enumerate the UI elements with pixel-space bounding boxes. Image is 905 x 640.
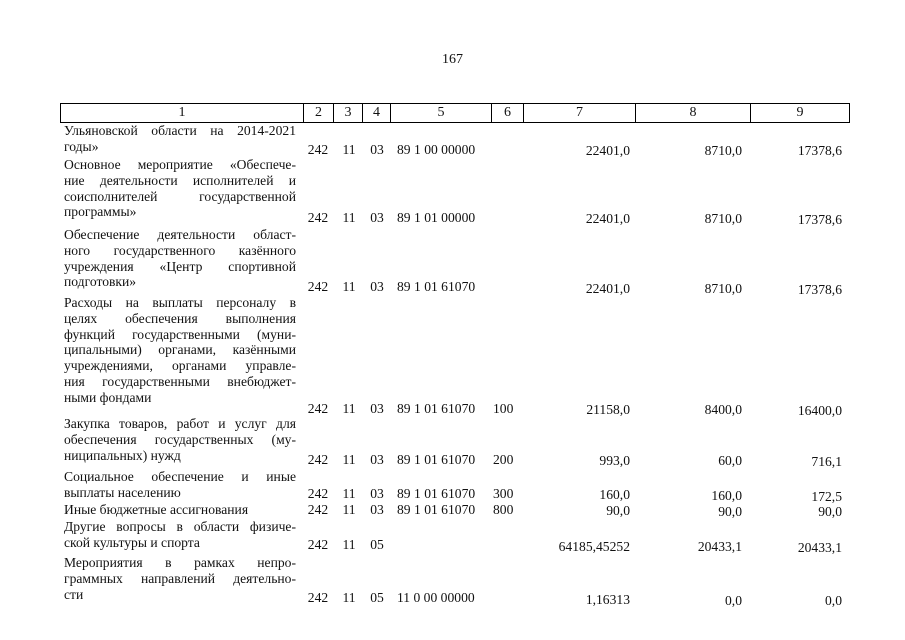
cell-col-8: 0,0: [725, 593, 742, 608]
cell-col-8: 8710,0: [704, 211, 742, 226]
description-line: Ульяновской области на 2014-2021: [64, 123, 296, 138]
cell-col-3: 11: [342, 590, 356, 605]
header-col-9: 9: [750, 103, 850, 123]
cell-col-5: 89 1 00 00000: [397, 142, 476, 157]
description-line: ного государственного казённого: [64, 242, 296, 258]
description-line: Закупка товаров, работ и услуг для: [64, 416, 296, 431]
row-description: [64, 157, 296, 220]
cell-col-9: 716,1: [811, 454, 842, 469]
cell-col-2: 242: [307, 210, 329, 225]
description-line: ния государственными внебюджет-: [64, 373, 296, 389]
description-line: годы»: [64, 138, 99, 154]
cell-col-5: 11 0 00 00000: [397, 590, 475, 605]
description-line: программы»: [64, 204, 137, 220]
header-col-7: 7: [523, 103, 636, 123]
cell-col-8: 8710,0: [704, 143, 742, 158]
cell-col-7: 22401,0: [585, 211, 630, 226]
cell-col-2: 242: [307, 142, 329, 157]
cell-col-6: 200: [493, 452, 514, 467]
cell-col-3: 11: [342, 401, 356, 416]
cell-col-3: 11: [342, 142, 356, 157]
cell-col-4: 05: [370, 537, 384, 552]
description-line: ние деятельности исполнителей и: [64, 172, 296, 188]
row-description: [64, 519, 296, 551]
description-line: учреждениями, органами управле-: [64, 358, 296, 374]
cell-col-3: 11: [342, 452, 356, 467]
cell-col-8: 20433,1: [697, 539, 742, 554]
description-line: сти: [64, 586, 84, 602]
cell-col-6: 300: [493, 486, 514, 501]
cell-col-9: 16400,0: [797, 403, 842, 418]
description-line: ской культуры и спорта: [64, 534, 200, 550]
cell-col-9: 20433,1: [797, 540, 842, 555]
description-line: ципальными) органами, казёнными: [64, 342, 296, 358]
row-description: [64, 555, 296, 602]
header-col-2: 2: [303, 103, 334, 123]
cell-col-8: 8710,0: [704, 281, 742, 296]
header-col-8: 8: [635, 103, 751, 123]
description-line: обеспечения государственных (му-: [64, 431, 296, 447]
cell-col-9: 172,5: [811, 489, 842, 504]
description-line: ниципальных) нужд: [64, 447, 181, 463]
cell-col-4: 03: [370, 452, 384, 467]
header-col-1: 1: [60, 103, 304, 123]
description-line: Мероприятия в рамках непро-: [64, 555, 296, 570]
row-description: [64, 295, 296, 406]
cell-col-9: 17378,6: [797, 282, 842, 297]
cell-col-7: 22401,0: [585, 143, 630, 158]
description-line: ными фондами: [64, 389, 152, 405]
cell-col-4: 03: [370, 142, 384, 157]
cell-col-9: 17378,6: [797, 212, 842, 227]
header-col-6: 6: [491, 103, 524, 123]
cell-col-8: 90,0: [718, 504, 742, 519]
header-col-4: 4: [362, 103, 391, 123]
cell-col-7: 21158,0: [586, 402, 630, 417]
cell-col-5: 89 1 01 61070: [397, 452, 476, 467]
table-header-row: [60, 103, 850, 123]
description-line: Другие вопросы в области физиче-: [64, 519, 296, 534]
row-description: [64, 469, 296, 501]
header-col-5: 5: [390, 103, 492, 123]
cell-col-7: 90,0: [606, 503, 630, 518]
cell-col-9: 17378,6: [797, 143, 842, 158]
cell-col-7: 64185,45252: [558, 539, 630, 554]
cell-col-8: 60,0: [718, 453, 742, 468]
description-line: Основное мероприятие «Обеспече-: [64, 157, 296, 172]
cell-col-7: 22401,0: [585, 281, 630, 296]
cell-col-7: 160,0: [599, 487, 630, 502]
cell-col-2: 242: [307, 452, 329, 467]
description-line: Иные бюджетные ассигнования: [64, 502, 249, 517]
cell-col-9: 90,0: [818, 504, 842, 519]
row-description: [64, 227, 296, 290]
cell-col-4: 03: [370, 279, 384, 294]
cell-col-5: 89 1 01 61070: [397, 486, 476, 501]
cell-col-7: 993,0: [599, 453, 630, 468]
row-description: [64, 416, 296, 463]
cell-col-2: 242: [307, 502, 329, 517]
header-col-3: 3: [333, 103, 363, 123]
cell-col-3: 11: [342, 210, 356, 225]
cell-col-3: 11: [342, 279, 356, 294]
cell-col-5: 89 1 01 61070: [397, 279, 476, 294]
cell-col-4: 03: [370, 502, 384, 517]
cell-col-8: 8400,0: [704, 402, 742, 417]
cell-col-4: 05: [370, 590, 384, 605]
cell-col-3: 11: [342, 537, 356, 552]
cell-col-4: 03: [370, 210, 384, 225]
cell-col-7: 1,16313: [585, 592, 630, 607]
row-description: [64, 502, 296, 518]
cell-col-2: 242: [307, 537, 329, 552]
cell-col-4: 03: [370, 486, 384, 501]
cell-col-9: 0,0: [825, 593, 842, 608]
description-line: выплаты населению: [64, 484, 181, 500]
description-line: подготовки»: [64, 274, 137, 290]
description-line: целях обеспечения выполнения: [64, 310, 296, 326]
cell-col-2: 242: [307, 401, 329, 416]
cell-col-8: 160,0: [711, 488, 742, 503]
description-line: Обеспечение деятельности област-: [64, 227, 296, 242]
description-line: функций государственными (муни-: [64, 326, 296, 342]
cell-col-2: 242: [307, 279, 329, 294]
cell-col-2: 242: [307, 486, 329, 501]
description-line: учреждения «Центр спортивной: [64, 258, 296, 274]
description-line: Социальное обеспечение и иные: [64, 469, 296, 484]
cell-col-6: 800: [493, 502, 514, 517]
cell-col-5: 89 1 01 61070: [397, 401, 476, 416]
cell-col-3: 11: [342, 486, 356, 501]
row-description: [64, 123, 296, 155]
page-number: 167: [442, 52, 463, 67]
cell-col-5: 89 1 01 00000: [397, 210, 476, 225]
description-line: граммных направлений деятельно-: [64, 570, 296, 586]
cell-col-2: 242: [307, 590, 329, 605]
cell-col-5: 89 1 01 61070: [397, 502, 476, 517]
cell-col-3: 11: [342, 502, 356, 517]
cell-col-4: 03: [370, 401, 384, 416]
cell-col-6: 100: [493, 401, 514, 416]
description-line: соисполнителей государственной: [64, 188, 296, 204]
description-line: Расходы на выплаты персоналу в: [64, 295, 296, 310]
